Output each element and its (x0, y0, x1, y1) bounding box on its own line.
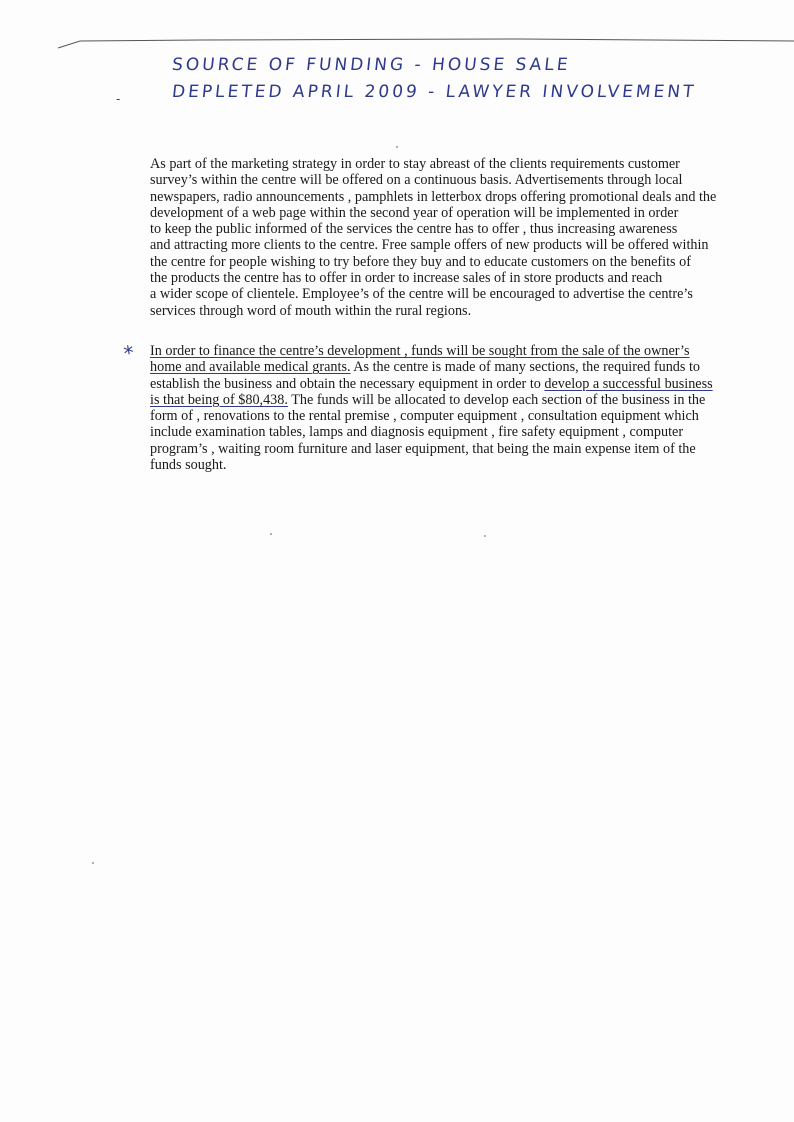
top-scan-rule (0, 0, 794, 60)
text-line: to keep the public informed of the services the centre has to offer , thus increasing awareness (150, 221, 678, 238)
underlined-phrase: develop a successful business (544, 375, 713, 392)
handwritten-asterisk: * (121, 340, 137, 366)
underlined-phrase: is that being of $80,438. (150, 391, 288, 408)
scan-speck (396, 146, 398, 148)
text-line: and attracting more clients to the centre. Free sample offers of new products will be offered within (150, 237, 709, 254)
scan-speck (92, 862, 94, 864)
handwritten-note-line-1: SOURCE OF FUNDING - HOUSE SALE (170, 55, 572, 75)
text-line: funds sought. (150, 457, 227, 474)
text-line: a wider scope of clientele. Employee’s of the centre will be encouraged to advertise the centre’s (150, 286, 693, 303)
text-line: form of , renovations to the rental premise , computer equipment , consultation equipment which (150, 408, 699, 425)
text-line (150, 376, 732, 392)
text-line (150, 392, 732, 408)
text-line: services through word of mouth within the rural regions. (150, 302, 472, 319)
underlined-phrase: home and available medical grants. (150, 359, 351, 376)
text-fragment: The funds will be allocated to develop each section of the business in the (287, 391, 706, 408)
text-line: the centre for people wishing to try before they buy and to educate customers on the benefits of (150, 253, 691, 270)
text-line: include examination tables, lamps and diagnosis equipment , fire safety equipment , computer (150, 424, 684, 441)
text-line: development of a web page within the second year of operation will be implemented in order (150, 204, 679, 221)
text-line: the products the centre has to offer in order to increase sales of in store products and reach (150, 270, 663, 287)
paragraph-financing (150, 343, 732, 473)
paragraph-marketing-strategy (150, 156, 732, 319)
scan-speck (270, 533, 272, 535)
text-line: program’s , waiting room furniture and laser equipment, that being the main expense item of the (150, 440, 696, 457)
text-fragment: establish the business and obtain the necessary equipment in order to (150, 375, 545, 392)
text-line-underlined: In order to finance the centre’s development , funds will be sought from the sale of the owner’s (150, 343, 690, 359)
text-line: survey’s within the centre will be offered on a continuous basis. Advertisements through local (150, 172, 683, 189)
text-line (150, 359, 732, 375)
text-fragment: As the centre is made of many sections, the required funds to (350, 359, 701, 376)
handwritten-note-line-2: DEPLETED APRIL 2009 - LAWYER INVOLVEMENT (170, 82, 698, 102)
text-line: As part of the marketing strategy in order to stay abreast of the clients requirements customer (150, 156, 680, 172)
scan-speck (484, 535, 486, 537)
margin-mark: - (116, 92, 121, 106)
text-line: newspapers, radio announcements , pamphlets in letterbox drops offering promotional deals and the (150, 188, 717, 205)
